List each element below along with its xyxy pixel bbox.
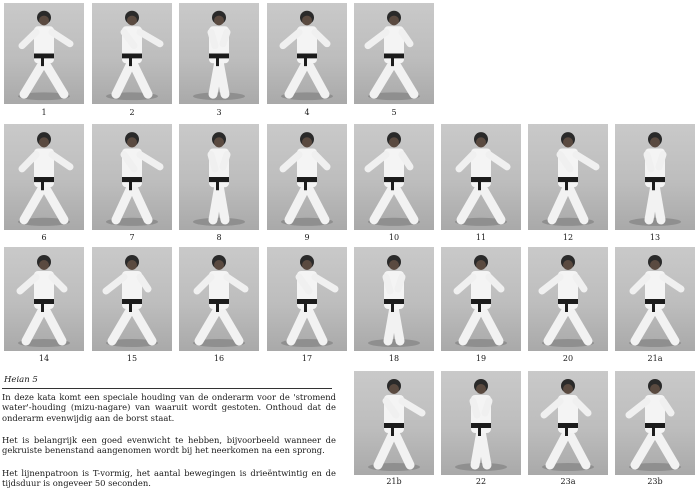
section-heading: Heian 5 bbox=[4, 375, 38, 385]
karateka-figure bbox=[4, 124, 84, 230]
kata-photo-22 bbox=[441, 371, 521, 475]
figure-label: 22 bbox=[475, 477, 487, 486]
figure-label: 13 bbox=[649, 233, 661, 242]
karateka-figure bbox=[267, 247, 347, 351]
karateka-figure bbox=[354, 371, 434, 475]
figure-label: 6 bbox=[41, 233, 47, 242]
figure-label: 9 bbox=[304, 233, 310, 242]
figure-label: 20 bbox=[562, 354, 574, 363]
kata-photo-11 bbox=[441, 124, 521, 230]
karateka-figure bbox=[179, 124, 259, 230]
kata-photo-1 bbox=[4, 3, 84, 104]
karateka-figure bbox=[4, 247, 84, 351]
kata-photo-12 bbox=[528, 124, 608, 230]
figure-label: 4 bbox=[304, 108, 310, 117]
figure-label: 7 bbox=[129, 233, 135, 242]
figure-label: 23a bbox=[560, 477, 576, 486]
karateka-figure bbox=[267, 3, 347, 104]
karateka-figure bbox=[4, 3, 84, 104]
figure-label: 21b bbox=[386, 477, 402, 486]
figure-label: 12 bbox=[562, 233, 574, 242]
figure-label: 21a bbox=[647, 354, 663, 363]
figure-label: 11 bbox=[475, 233, 487, 242]
figure-label: 2 bbox=[129, 108, 135, 117]
karateka-figure bbox=[528, 247, 608, 351]
figure-label: 8 bbox=[216, 233, 222, 242]
karateka-figure bbox=[92, 124, 172, 230]
figure-label: 15 bbox=[126, 354, 138, 363]
kata-photo-16 bbox=[179, 247, 259, 351]
kata-photo-2 bbox=[92, 3, 172, 104]
kata-photo-14 bbox=[4, 247, 84, 351]
karateka-figure bbox=[615, 371, 695, 475]
paragraph-pattern: Het lijnenpatroon is T-vormig, het aantal bewegingen is drieëntwintig en de tijdsduur is ongeveer 50 seconden. bbox=[2, 468, 336, 489]
karateka-figure bbox=[528, 124, 608, 230]
figure-label: 17 bbox=[301, 354, 313, 363]
kata-photo-17 bbox=[267, 247, 347, 351]
kata-photo-21b bbox=[354, 371, 434, 475]
kata-photo-4 bbox=[267, 3, 347, 104]
kata-photo-7 bbox=[92, 124, 172, 230]
kata-photo-8 bbox=[179, 124, 259, 230]
kata-photo-6 bbox=[4, 124, 84, 230]
karateka-figure bbox=[354, 3, 434, 104]
kata-photo-18 bbox=[354, 247, 434, 351]
karateka-figure bbox=[92, 3, 172, 104]
kata-photo-5 bbox=[354, 3, 434, 104]
karateka-figure bbox=[179, 3, 259, 104]
karateka-figure bbox=[354, 124, 434, 230]
figure-label: 3 bbox=[216, 108, 222, 117]
karateka-figure bbox=[441, 124, 521, 230]
kata-photo-15 bbox=[92, 247, 172, 351]
kata-photo-3 bbox=[179, 3, 259, 104]
karateka-figure bbox=[354, 247, 434, 351]
heading-divider bbox=[2, 388, 332, 389]
kata-photo-9 bbox=[267, 124, 347, 230]
karateka-figure bbox=[92, 247, 172, 351]
paragraph-intro: In deze kata komt een speciale houding van de onderarm voor de 'stromend water'-houding (mizu-nagare) van waaruit wordt gestoten. Onthoud dat de onderarm evenwijdig aan de borst staat. bbox=[2, 392, 336, 423]
karateka-figure bbox=[267, 124, 347, 230]
karateka-figure bbox=[179, 247, 259, 351]
figure-label: 14 bbox=[38, 354, 50, 363]
karateka-figure bbox=[441, 371, 521, 475]
figure-label: 5 bbox=[391, 108, 397, 117]
paragraph-balance: Het is belangrijk een goed evenwicht te hebben, bijvoorbeeld wanneer de gekruiste benenstand aangenomen wordt bij het neerkomen na een sprong. bbox=[2, 435, 336, 456]
kata-photo-13 bbox=[615, 124, 695, 230]
kata-photo-23b bbox=[615, 371, 695, 475]
figure-label: 18 bbox=[388, 354, 400, 363]
karateka-figure bbox=[528, 371, 608, 475]
figure-label: 19 bbox=[475, 354, 487, 363]
kata-photo-23a bbox=[528, 371, 608, 475]
karateka-figure bbox=[615, 124, 695, 230]
kata-photo-21a bbox=[615, 247, 695, 351]
figure-label: 10 bbox=[388, 233, 400, 242]
figure-label: 23b bbox=[647, 477, 663, 486]
figure-label: 16 bbox=[213, 354, 225, 363]
karateka-figure bbox=[441, 247, 521, 351]
kata-photo-20 bbox=[528, 247, 608, 351]
kata-photo-19 bbox=[441, 247, 521, 351]
figure-label: 1 bbox=[41, 108, 47, 117]
kata-photo-10 bbox=[354, 124, 434, 230]
karateka-figure bbox=[615, 247, 695, 351]
